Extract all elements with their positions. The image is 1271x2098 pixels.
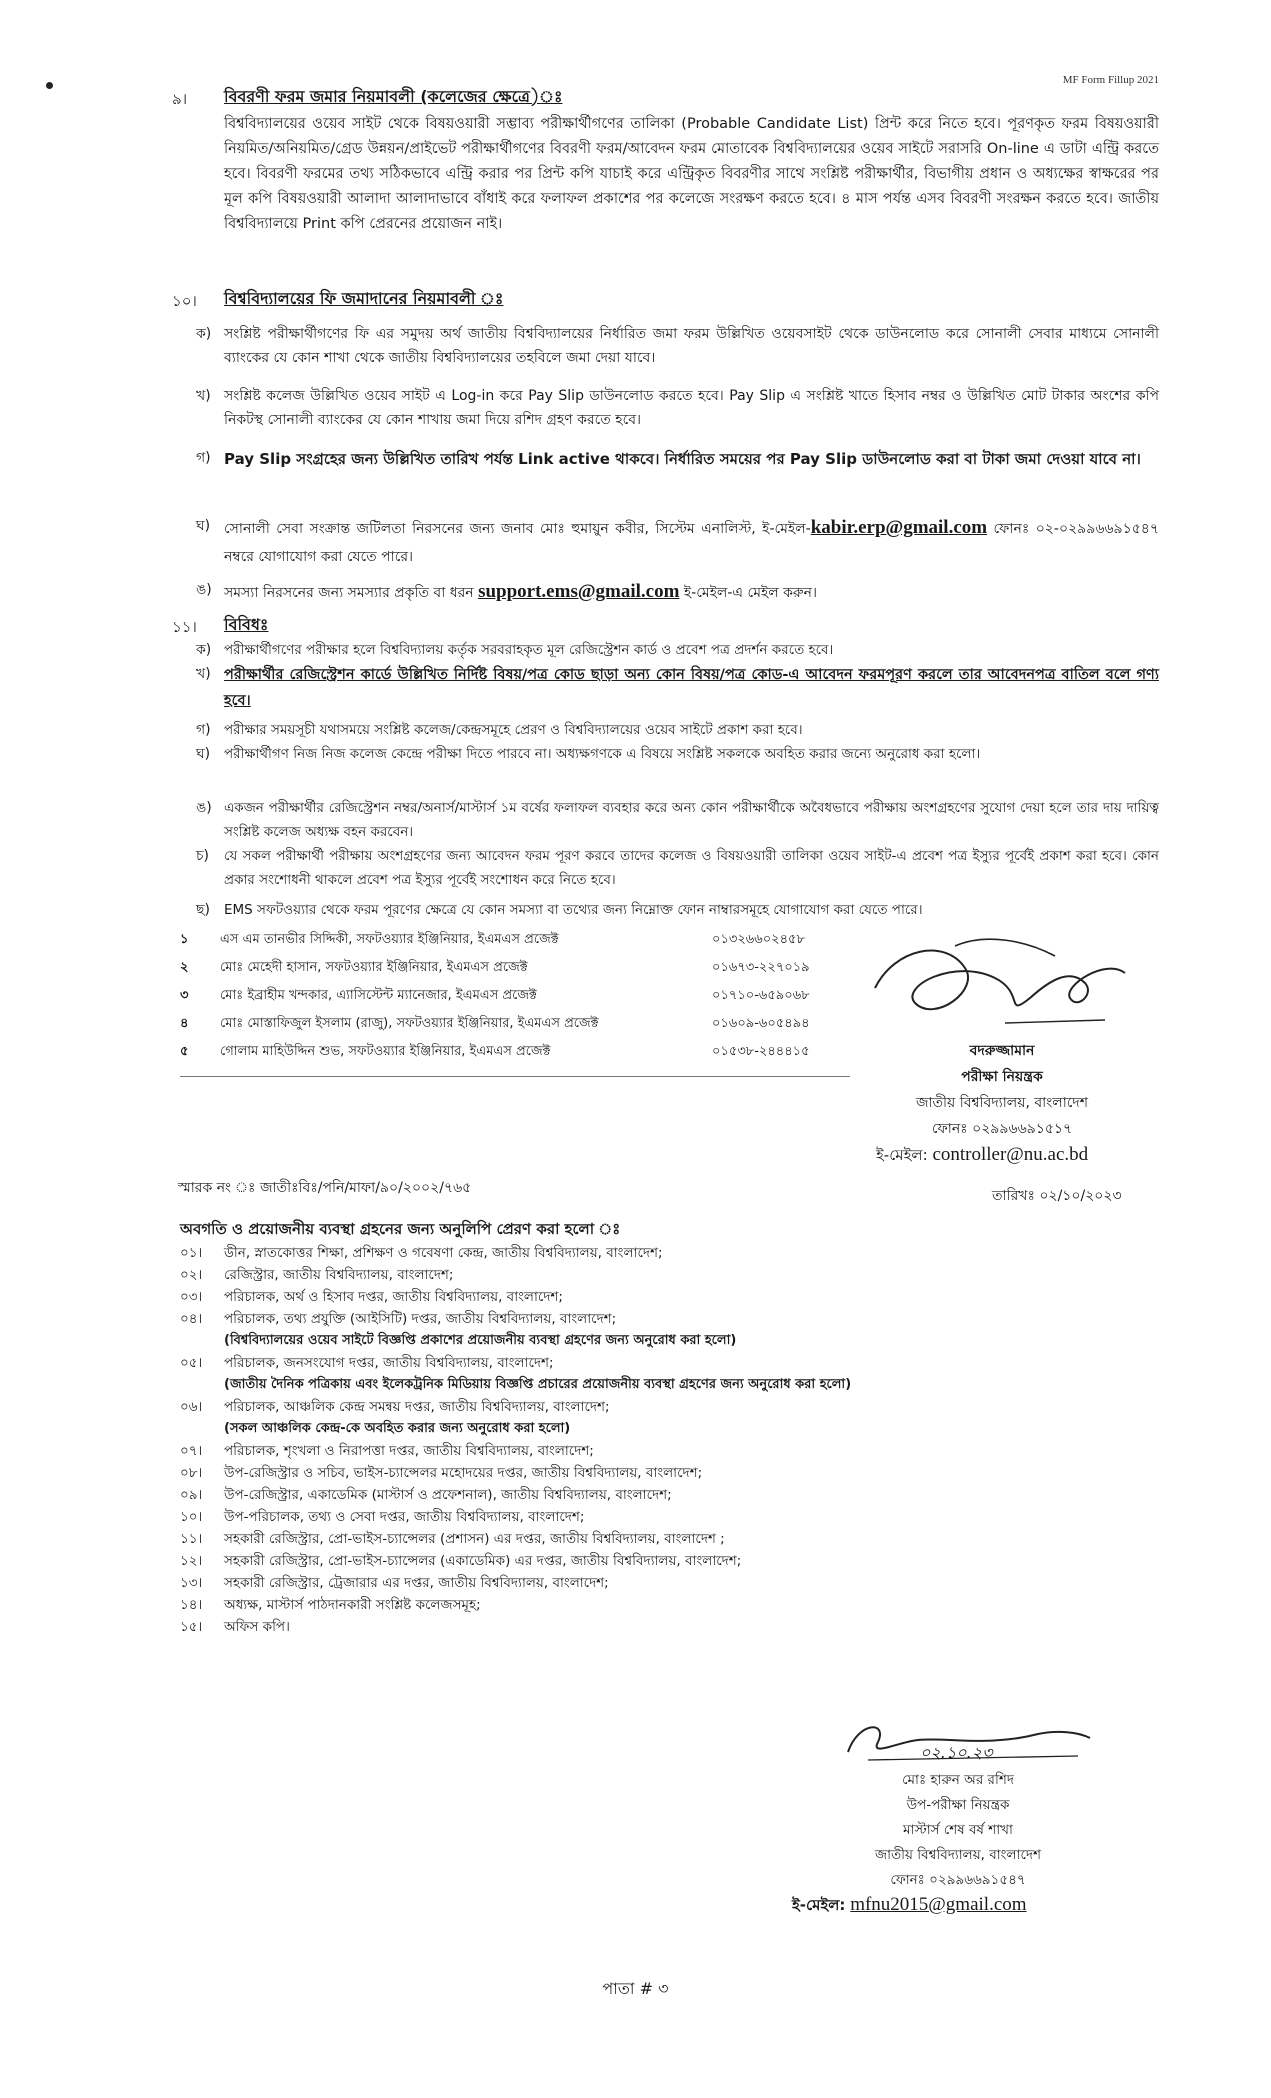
contact-phone: ০১৬৭৩-২২৭০১৯ (712, 960, 810, 975)
cc-item (180, 1594, 1080, 1616)
item-marker: খ) (196, 666, 211, 682)
contact-row (180, 1040, 860, 1068)
contact-row (180, 1012, 860, 1040)
item-marker: গ) (196, 450, 211, 466)
item-text-post: ফোনঃ ০২-০২৯৯৬৬৯১৫৪৭ নম্বরে যোগাযোগ করা যেতে পারে। (224, 521, 1159, 565)
cc-item (180, 1550, 1080, 1572)
memo-date: তারিখঃ ০২/১০/২০২৩ (992, 1188, 1122, 1204)
contact-row (180, 956, 860, 984)
memo-ref: স্মারক নং ঃ জাতীঃবিঃ/পনি/মাফা/৯০/২০০২/৭৬৫ (178, 1180, 472, 1196)
contact-index: ৫ (180, 1044, 189, 1059)
sec11-item-cha (196, 844, 1159, 892)
item-marker: ঙ) (196, 582, 212, 598)
contact-phone: ০১৭১০-৬৫৯০৬৮ (712, 988, 810, 1003)
cc-number: ১৪। (180, 1597, 203, 1613)
cc-number: ০৩। (180, 1289, 203, 1305)
item-text-pre: সোনালী সেবা সংক্রান্ত জটিলতা নিরসনের জন্য জনাব মোঃ হুমায়ুন কবীর, সিস্টেম এনালিস্ট, ই-মেইল- (224, 521, 811, 537)
controller-email-label: ই-মেইল: (876, 1146, 928, 1164)
deputy-org: জাতীয় বিশ্ববিদ্যালয়, বাংলাদেশ (875, 1847, 1041, 1863)
item-text-post: ই-মেইল-এ মেইল করুন। (679, 585, 818, 601)
contact-index: ১ (180, 932, 189, 947)
cc-text: পরিচালক, তথ্য প্রযুক্তি (আইসিটি) দপ্তর, জাতীয় বিশ্ববিদ্যালয়, বাংলাদেশ; (224, 1311, 617, 1327)
contact-row (180, 984, 860, 1012)
sec11-title-text: বিবিধঃ (224, 615, 269, 634)
item-text (224, 578, 1159, 607)
controller-phone: ফোনঃ ০২৯৯৬৬৯১৫১৭ (931, 1121, 1073, 1137)
contact-name: গোলাম মাহিউদ্দিন শুভ, সফটওয়্যার ইঞ্জিনিয়ার, ইএমএস প্রজেক্ট (220, 1044, 551, 1059)
sec9-title (224, 86, 563, 109)
sec9-number: ৯। (172, 90, 188, 108)
sec10-number: ১০। (172, 292, 197, 310)
deputy-sign-date: ০২.১০.২৩ (920, 1743, 993, 1762)
cc-text: পরিচালক, অর্থ ও হিসাব দপ্তর, জাতীয় বিশ্ববিদ্যালয়, বাংলাদেশ; (224, 1289, 563, 1305)
item-text: পরীক্ষার সময়সূচী যথাসময়ে সংশ্লিষ্ট কলেজ/কেন্দ্রসমূহে প্রেরণ ও বিশ্ববিদ্যালয়ের ওয়েব সাইটে প্রকাশ করা হবে। (224, 722, 803, 738)
cc-item (180, 1484, 1080, 1506)
sec11-item-ka (196, 638, 1159, 662)
contact-phone: ০১৬০৯-৬০৫৪৯৪ (712, 1016, 810, 1031)
cc-number: ০৪। (180, 1311, 203, 1327)
controller-block (862, 1038, 1142, 1142)
deputy-email-label: ই-মেইল: (792, 1896, 846, 1914)
deputy-title: উপ-পরীক্ষা নিয়ন্ত্রক (906, 1797, 1010, 1813)
cc-text: অফিস কপি। (224, 1619, 290, 1635)
contact-list (180, 928, 860, 1068)
sec10-title (224, 288, 503, 311)
page-number: পাতা # ৩ (602, 1979, 669, 1998)
sec9-title-text: বিবরণী ফরম জমার নিয়মাবলী (কলেজের ক্ষেত্রে)ঃ (224, 87, 563, 106)
cc-item (180, 1616, 1080, 1638)
cc-number: ০২। (180, 1267, 203, 1283)
contact-index: ৩ (180, 988, 189, 1003)
controller-title: পরীক্ষা নিয়ন্ত্রক (961, 1069, 1043, 1085)
cc-item (180, 1506, 1080, 1528)
sec11-item-kha (196, 662, 1159, 714)
cc-number: ০৬। (180, 1399, 203, 1415)
cc-item (180, 1440, 1080, 1462)
cc-number: ১০। (180, 1509, 203, 1525)
cc-number: ০৮। (180, 1465, 203, 1481)
cc-text: পরিচালক, জনসংযোগ দপ্তর, জাতীয় বিশ্ববিদ্যালয়, বাংলাদেশ; (224, 1355, 554, 1371)
deputy-email-line (792, 1894, 1027, 1916)
sec9-body: বিশ্ববিদ্যালয়ের ওয়েব সাইট থেকে বিষয়ওয়ারী সম্ভাব্য পরীক্ষার্থীগণের তালিকা (Probable Candidate List) প্রিন্ট করে নিতে হবে। পূরণকৃত ফরম বিষয়ওয়ারী নিয়মিত/অনিয়মিত/গ্রেড উন্নয়ন/প্রাইভেট পরীক্ষার্থীগণের বিবরণী ফরম/আবেদন ফরম মোতাবেক বিশ্ববিদ্যালয়ের ওয়েব সাইটে সরাসরি On-line এ ডাটা এন্ট্রি করতে হবে। বিবরণী ফরমের তথ্য সঠিকভাবে এন্ট্রি করার পর প্রিন্ট কপি যাচাই করে এন্ট্রিকৃত বিবরণীর সাথে সংশ্লিষ্ট পরীক্ষার্থীর, বিভাগীয় প্রধান ও অধ্যক্ষের স্বাক্ষরের পর মূল কপি বিষয়ওয়ারী আলাদা আলাদাভাবে বাঁধাই করে ফলাফল প্রকাশের পর কলেজে সংরক্ষণ করতে হবে। ৪ মাস পর্যন্ত এসব বিবরণী সংরক্ষন করতে হবে। জাতীয় বিশ্ববিদ্যালয়ে Print কপি প্রেরনের প্রয়োজন নাই। (224, 116, 1159, 232)
cc-text: অধ্যক্ষ, মাস্টার্স পাঠদানকারী সংশ্লিষ্ট কলেজসমূহ; (224, 1597, 481, 1613)
item-text: যে সকল পরীক্ষার্থী পরীক্ষায় অংশগ্রহণের জন্য আবেদন ফরম পূরণ করবে তাদের কলেজ ও বিষয়ওয়ারী তালিকা ওয়েব সাইট-এ প্রবেশ পত্র ইস্যুর পূর্বেই প্রকাশ করা হবে। কোন প্রকার সংশোধনী থাকলে প্রবেশ পত্র ইস্যুর পূর্বেই সংশোধন করে নিতে হবে। (224, 848, 1159, 888)
cc-heading: অবগতি ও প্রয়োজনীয় ব্যবস্থা গ্রহনের জন্য অনুলিপি প্রেরণ করা হলো ঃ (180, 1220, 621, 1238)
cc-text: রেজিস্ট্রার, জাতীয় বিশ্ববিদ্যালয়, বাংলাদেশ; (224, 1267, 454, 1283)
cc-item (180, 1286, 1080, 1308)
cc-item (180, 1572, 1080, 1594)
sec10-item-gha (196, 514, 1159, 571)
deputy-name: মোঃ হারুন অর রশিদ (902, 1772, 1014, 1788)
sec11-item-umo (196, 796, 1159, 844)
sec10-item-umo (196, 578, 1159, 607)
cc-item (180, 1242, 1080, 1264)
sec11-item-gha (196, 742, 1159, 766)
cc-text: উপ-রেজিস্ট্রার, একাডেমিক (মাস্টার্স ও প্রফেশনাল), জাতীয় বিশ্ববিদ্যালয়, বাংলাদেশ; (224, 1487, 672, 1503)
item-text (224, 514, 1159, 571)
cc-number: ১৩। (180, 1575, 203, 1591)
controller-name: বদরুজ্জামান (969, 1043, 1035, 1059)
sec11-number: ১১। (172, 618, 197, 636)
cc-number: ০৯। (180, 1487, 203, 1503)
cc-text: উপ-পরিচালক, তথ্য ও সেবা দপ্তর, জাতীয় বিশ্ববিদ্যালয়, বাংলাদেশ; (224, 1509, 585, 1525)
item-text: পরীক্ষার্থীর রেজিস্ট্রেশন কার্ডে উল্লিখিত নির্দিষ্ট বিষয়/পত্র কোড ছাড়া অন্য কোন বিষয়/পত্র কোড-এ আবেদন ফরমপূরণ করলে তার আবেদনপত্র বাতিল বলে গণ্য হবে। (224, 667, 1159, 709)
cc-item (180, 1308, 1080, 1352)
item-marker: ছ) (196, 902, 210, 918)
sec10-title-text: বিশ্ববিদ্যালয়ের ফি জমাদানের নিয়মাবলী ঃ (224, 289, 504, 308)
cc-item (180, 1264, 1080, 1286)
contact-name: মোঃ মোস্তাফিজুল ইসলাম (রাজু), সফটওয়্যার ইঞ্জিনিয়ার, ইএমএস প্রজেক্ট (220, 1016, 599, 1031)
cc-text: ডীন, স্নাতকোত্তর শিক্ষা, প্রশিক্ষণ ও গবেষণা কেন্দ্র, জাতীয় বিশ্ববিদ্যালয়, বাংলাদেশ; (224, 1245, 663, 1261)
cc-item (180, 1396, 1080, 1440)
cc-number: ০১। (180, 1245, 203, 1261)
cc-text: পরিচালক, আঞ্চলিক কেন্দ্র সমন্বয় দপ্তর, জাতীয় বিশ্ববিদ্যালয়, বাংলাদেশ; (224, 1399, 610, 1415)
cc-text: পরিচালক, শৃংখলা ও নিরাপত্তা দপ্তর, জাতীয় বিশ্ববিদ্যালয়, বাংলাদেশ; (224, 1443, 594, 1459)
item-text-pre: সমস্যা নিরসনের জন্য সমস্যার প্রকৃতি বা ধরন (224, 585, 479, 601)
cc-number: ০৭। (180, 1443, 203, 1459)
deputy-dept: মাস্টার্স শেষ বর্ষ শাখা (903, 1822, 1013, 1838)
item-marker: ঙ) (196, 800, 212, 816)
cc-note: (বিশ্ববিদ্যালয়ের ওয়েব সাইটে বিজ্ঞপ্তি প্রকাশের প্রয়োজনীয় ব্যবস্থা গ্রহণের জন্য অনুরোধ করা হলো) (224, 1333, 737, 1348)
item-text: Pay Slip সংগ্রহের জন্য উল্লিখিত তারিখ পর্যন্ত Link active থাকবে। নির্ধারিত সময়ের পর Pay Slip ডাউনলোড করা বা টাকা জমা দেওয়া যাবে না। (224, 450, 1141, 468)
deputy-phone: ফোনঃ ০২৯৯৬৬৯১৫৪৭ (890, 1872, 1026, 1888)
contact-divider (180, 1076, 850, 1077)
email-link[interactable]: support.ems@gmail.com (478, 581, 680, 602)
item-marker: গ) (196, 722, 211, 738)
contact-name: এস এম তানভীর সিদ্দিকী, সফটওয়্যার ইঞ্জিনিয়ার, ইএমএস প্রজেক্ট (220, 932, 559, 947)
cc-note: (সকল আঞ্চলিক কেন্দ্র-কে অবহিত করার জন্য অনুরোধ করা হলো) (224, 1421, 571, 1436)
sec10-item-ka (196, 322, 1159, 370)
item-text: EMS সফটওয়্যার থেকে ফরম পূরণের ক্ষেত্রে যে কোন সমস্যা বা তথ্যের জন্য নিম্নোক্ত ফোন নাম্বারসমূহে যোগাযোগ করা যেতে পারে। (224, 902, 923, 918)
contact-row (180, 928, 860, 956)
item-marker: ক) (196, 642, 212, 658)
scan-dot (46, 82, 53, 89)
item-text: সংশ্লিষ্ট পরীক্ষার্থীগণের ফি এর সমুদয় অর্থ জাতীয় বিশ্ববিদ্যালয়ের নির্ধারিত জমা ফরম উল্লিখিত ওয়েবসাইট থেকে ডাউনলোড করে সোনালী সেবার মাধ্যমে সোনালী ব্যাংকের যে কোন শাখা থেকে জাতীয় বিশ্ববিদ্যালয়ের তহবিলে জমা দেয়া যাবে। (224, 326, 1159, 366)
cc-number: ০৫। (180, 1355, 203, 1371)
sec11-title (224, 614, 268, 637)
cc-number: ১৫। (180, 1619, 203, 1635)
item-marker: ক) (196, 326, 212, 342)
cc-item (180, 1352, 1080, 1396)
item-text: পরীক্ষার্থীগণের পরীক্ষার হলে বিশ্ববিদ্যালয় কর্তৃক সরবরাহকৃত মূল রেজিস্ট্রেশন কার্ড ও প্রবেশ পত্র প্রদর্শন করতে হবে। (224, 642, 834, 658)
cc-item (180, 1462, 1080, 1484)
email-link[interactable]: kabir.erp@gmail.com (810, 517, 988, 538)
cc-text: উপ-রেজিস্ট্রার ও সচিব, ভাইস-চ্যান্সেলর মহোদয়ের দপ্তর, জাতীয় বিশ্ববিদ্যালয়, বাংলাদেশ; (224, 1465, 703, 1481)
item-marker: খ) (196, 388, 211, 404)
sec10-item-ga (196, 446, 1159, 472)
contact-index: ৪ (180, 1016, 189, 1031)
cc-note: (জাতীয় দৈনিক পত্রিকায় এবং ইলেকট্রনিক মিডিয়ায় বিজ্ঞপ্তি প্রচারের প্রয়োজনীয় ব্যবস্থা গ্রহণের জন্য অনুরোধ করা হলো) (224, 1377, 852, 1392)
cc-text: সহকারী রেজিস্ট্রার, ট্রেজারার এর দপ্তর, জাতীয় বিশ্ববিদ্যালয়, বাংলাদেশ; (224, 1575, 609, 1591)
item-marker: ঘ) (196, 518, 211, 534)
cc-text: সহকারী রেজিস্ট্রার, প্রো-ভাইস-চ্যান্সেলর (একাডেমিক) এর দপ্তর, জাতীয় বিশ্ববিদ্যালয়, বাংলাদেশ; (224, 1553, 742, 1569)
form-tag: MF Form Fillup 2021 (1062, 74, 1159, 86)
deputy-block (808, 1768, 1108, 1893)
item-text: পরীক্ষার্থীগণ নিজ নিজ কলেজ কেন্দ্রে পরীক্ষা দিতে পারবে না। অধ্যক্ষগণকে এ বিষয়ে সংশ্লিষ্ট সকলকে অবহিত করার জন্যে অনুরোধ করা হলো। (224, 746, 981, 762)
item-text: একজন পরীক্ষার্থীর রেজিস্ট্রেশন নম্বর/অনার্স/মাস্টার্স ১ম বর্ষের ফলাফল ব্যবহার করে অন্য কোন পরীক্ষার্থীকে অবৈধভাবে পরীক্ষায় অংশগ্রহণের সুযোগ দেয়া হলে তার দায় দায়িত্ব সংশ্লিষ্ট কলেজ অধ্যক্ষ বহন করবেন। (224, 800, 1159, 840)
item-marker: ঘ) (196, 746, 211, 762)
controller-email-line (876, 1144, 1088, 1166)
item-marker: চ) (196, 848, 210, 864)
contact-phone: ০১৩২৬৬০২৪৫৮ (712, 932, 805, 947)
contact-index: ২ (180, 960, 189, 975)
controller-email[interactable]: controller@nu.ac.bd (932, 1144, 1089, 1165)
cc-text: সহকারী রেজিস্ট্রার, প্রো-ভাইস-চ্যান্সেলর (প্রশাসন) এর দপ্তর, জাতীয় বিশ্ববিদ্যালয়, বাংলাদেশ ; (224, 1531, 725, 1547)
contact-phone: ০১৫৩৮-২৪৪৪১৫ (712, 1044, 810, 1059)
cc-number: ১১। (180, 1531, 203, 1547)
contact-name: মোঃ ইব্রাহীম খন্দকার, এ্যাসিস্টেন্ট ম্যানেজার, ইএমএস প্রজেক্ট (220, 988, 537, 1003)
contact-name: মোঃ মেহেদী হাসান, সফটওয়্যার ইঞ্জিনিয়ার, ইএমএস প্রজেক্ট (220, 960, 528, 975)
cc-number: ১২। (180, 1553, 203, 1569)
sec11-item-ga (196, 718, 1159, 742)
sec10-item-kha (196, 384, 1159, 432)
item-text: সংশ্লিষ্ট কলেজ উল্লিখিত ওয়েব সাইট এ Log-in করে Pay Slip ডাউনলোড করতে হবে। Pay Slip এ সংশ্লিষ্ট খাতে হিসাব নম্বর ও উল্লিখিত মোট টাকার অংশের কপি নিকটস্থ সোনালী ব্যাংকের যে কোন শাখায় জমা দিয়ে রশিদ গ্রহণ করতে হবে। (224, 388, 1159, 428)
controller-org: জাতীয় বিশ্ববিদ্যালয়, বাংলাদেশ (915, 1095, 1089, 1111)
cc-list (180, 1242, 1080, 1638)
cc-item (180, 1528, 1080, 1550)
controller-signature (855, 928, 1145, 1038)
sec11-item-chha (196, 898, 1159, 922)
deputy-email[interactable]: mfnu2015@gmail.com (850, 1894, 1027, 1915)
